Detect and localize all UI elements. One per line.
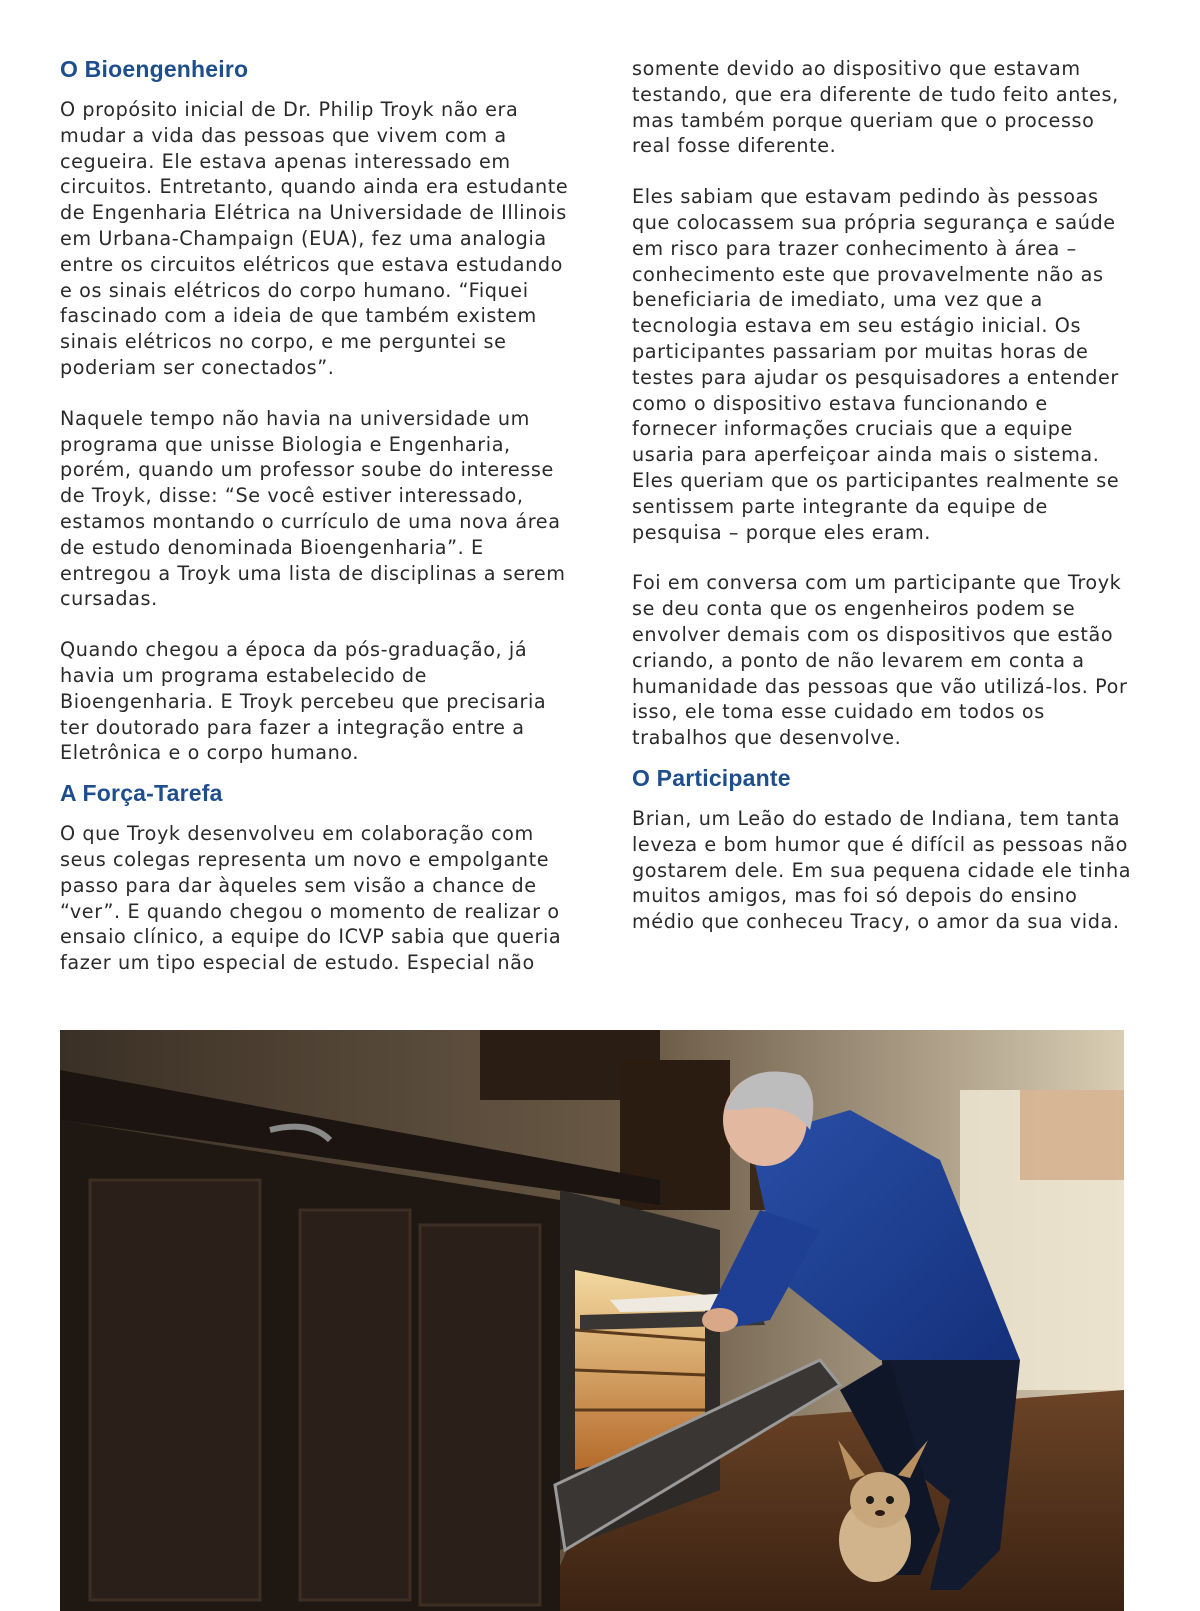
paragraph: somente devido ao dispositivo que estavam testando, que era diferente de tudo feito antes, mas também porque queriam que o processo real fosse diferente.	[632, 57, 1119, 158]
kitchen-photo-illustration	[60, 1030, 1124, 1611]
kitchen-photo	[60, 1030, 1124, 1611]
paragraph: Brian, um Leão do estado de Indiana, tem tanta leveza e bom humor que é difícil as pessoas não gostarem dele. Em sua pequena cidade ele tinha muitos amigos, mas foi só depois do ensino médio que conheceu Tracy, o amor da sua vida.	[632, 806, 1132, 934]
paragraph: O propósito inicial de Dr. Philip Troyk não era mudar a vida das pessoas que vivem com a cegueira. Ele estava apenas interessado em circuitos. Entretanto, quando ainda era estudante de Engenharia Elétrica na Universidade de Illinois em Urbana-Champaign (EUA), fez uma analogia entre os circuitos elétricos que estava estudando e os sinais elétricos do corpo humano. “Fiquei fascinado com a ideia de que também existem sinais elétricos no corpo, e me perguntei se poderiam ser conectados”.	[60, 98, 569, 379]
heading-o-participante: O Participante	[632, 764, 791, 791]
heading-a-forca-tarefa: A Força-Tarefa	[60, 780, 223, 807]
heading-o-bioengenheiro: O Bioengenheiro	[60, 56, 249, 82]
paragraph: Quando chegou a época da pós-graduação, já havia um programa estabelecido de Bioengenharia. E Troyk percebeu que precisaria ter doutorado para fazer a integração entre a Eletrônica e o corpo humano.	[60, 638, 547, 765]
left-column	[60, 52, 570, 1001]
paragraph: Foi em conversa com um participante que Troyk se deu conta que os engenheiros podem se envolver demais com os dispositivos que estão criando, a ponto de não levarem em conta a humanidade das pessoas que vão utilizá-los. Por isso, ele toma esse cuidado em todos os trabalhos que desenvolve.	[632, 571, 1128, 750]
paragraph: Naquele tempo não havia na universidade um programa que unisse Biologia e Engenharia, porém, quando um professor soube do interesse de Troyk, disse: “Se você estiver interessado, estamos montando o currículo de uma nova área de estudo denominada Bioengenharia”. E entregou a Troyk uma lista de disciplinas a serem cursadas.	[60, 406, 566, 611]
paragraph: O que Troyk desenvolveu em colaboração com seus colegas representa um novo e empolgante passo para dar àqueles sem visão a chance de “ver”. E quando chegou o momento de realizar o ensaio clínico, a equipe do ICVP sabia que queria fazer um tipo especial de estudo. Especial não	[60, 822, 562, 975]
right-column	[632, 56, 1132, 960]
paragraph: Eles sabiam que estavam pedindo às pessoas que colocassem sua própria segurança e saúde em risco para trazer conhecimento à área – conhecimento este que provavelmente não as beneficiaria de imediato, uma vez que a tecnologia estava em seu estágio inicial. Os participantes passariam por muitas horas de testes para ajudar os pesquisadores a entender como o dispositivo estava funcionando e fornecer informações cruciais que a equipe usaria para aperfeiçoar ainda mais o sistema. Eles queriam que os participantes realmente se sentissem parte integrante da equipe de pesquisa – porque eles eram.	[632, 185, 1120, 544]
